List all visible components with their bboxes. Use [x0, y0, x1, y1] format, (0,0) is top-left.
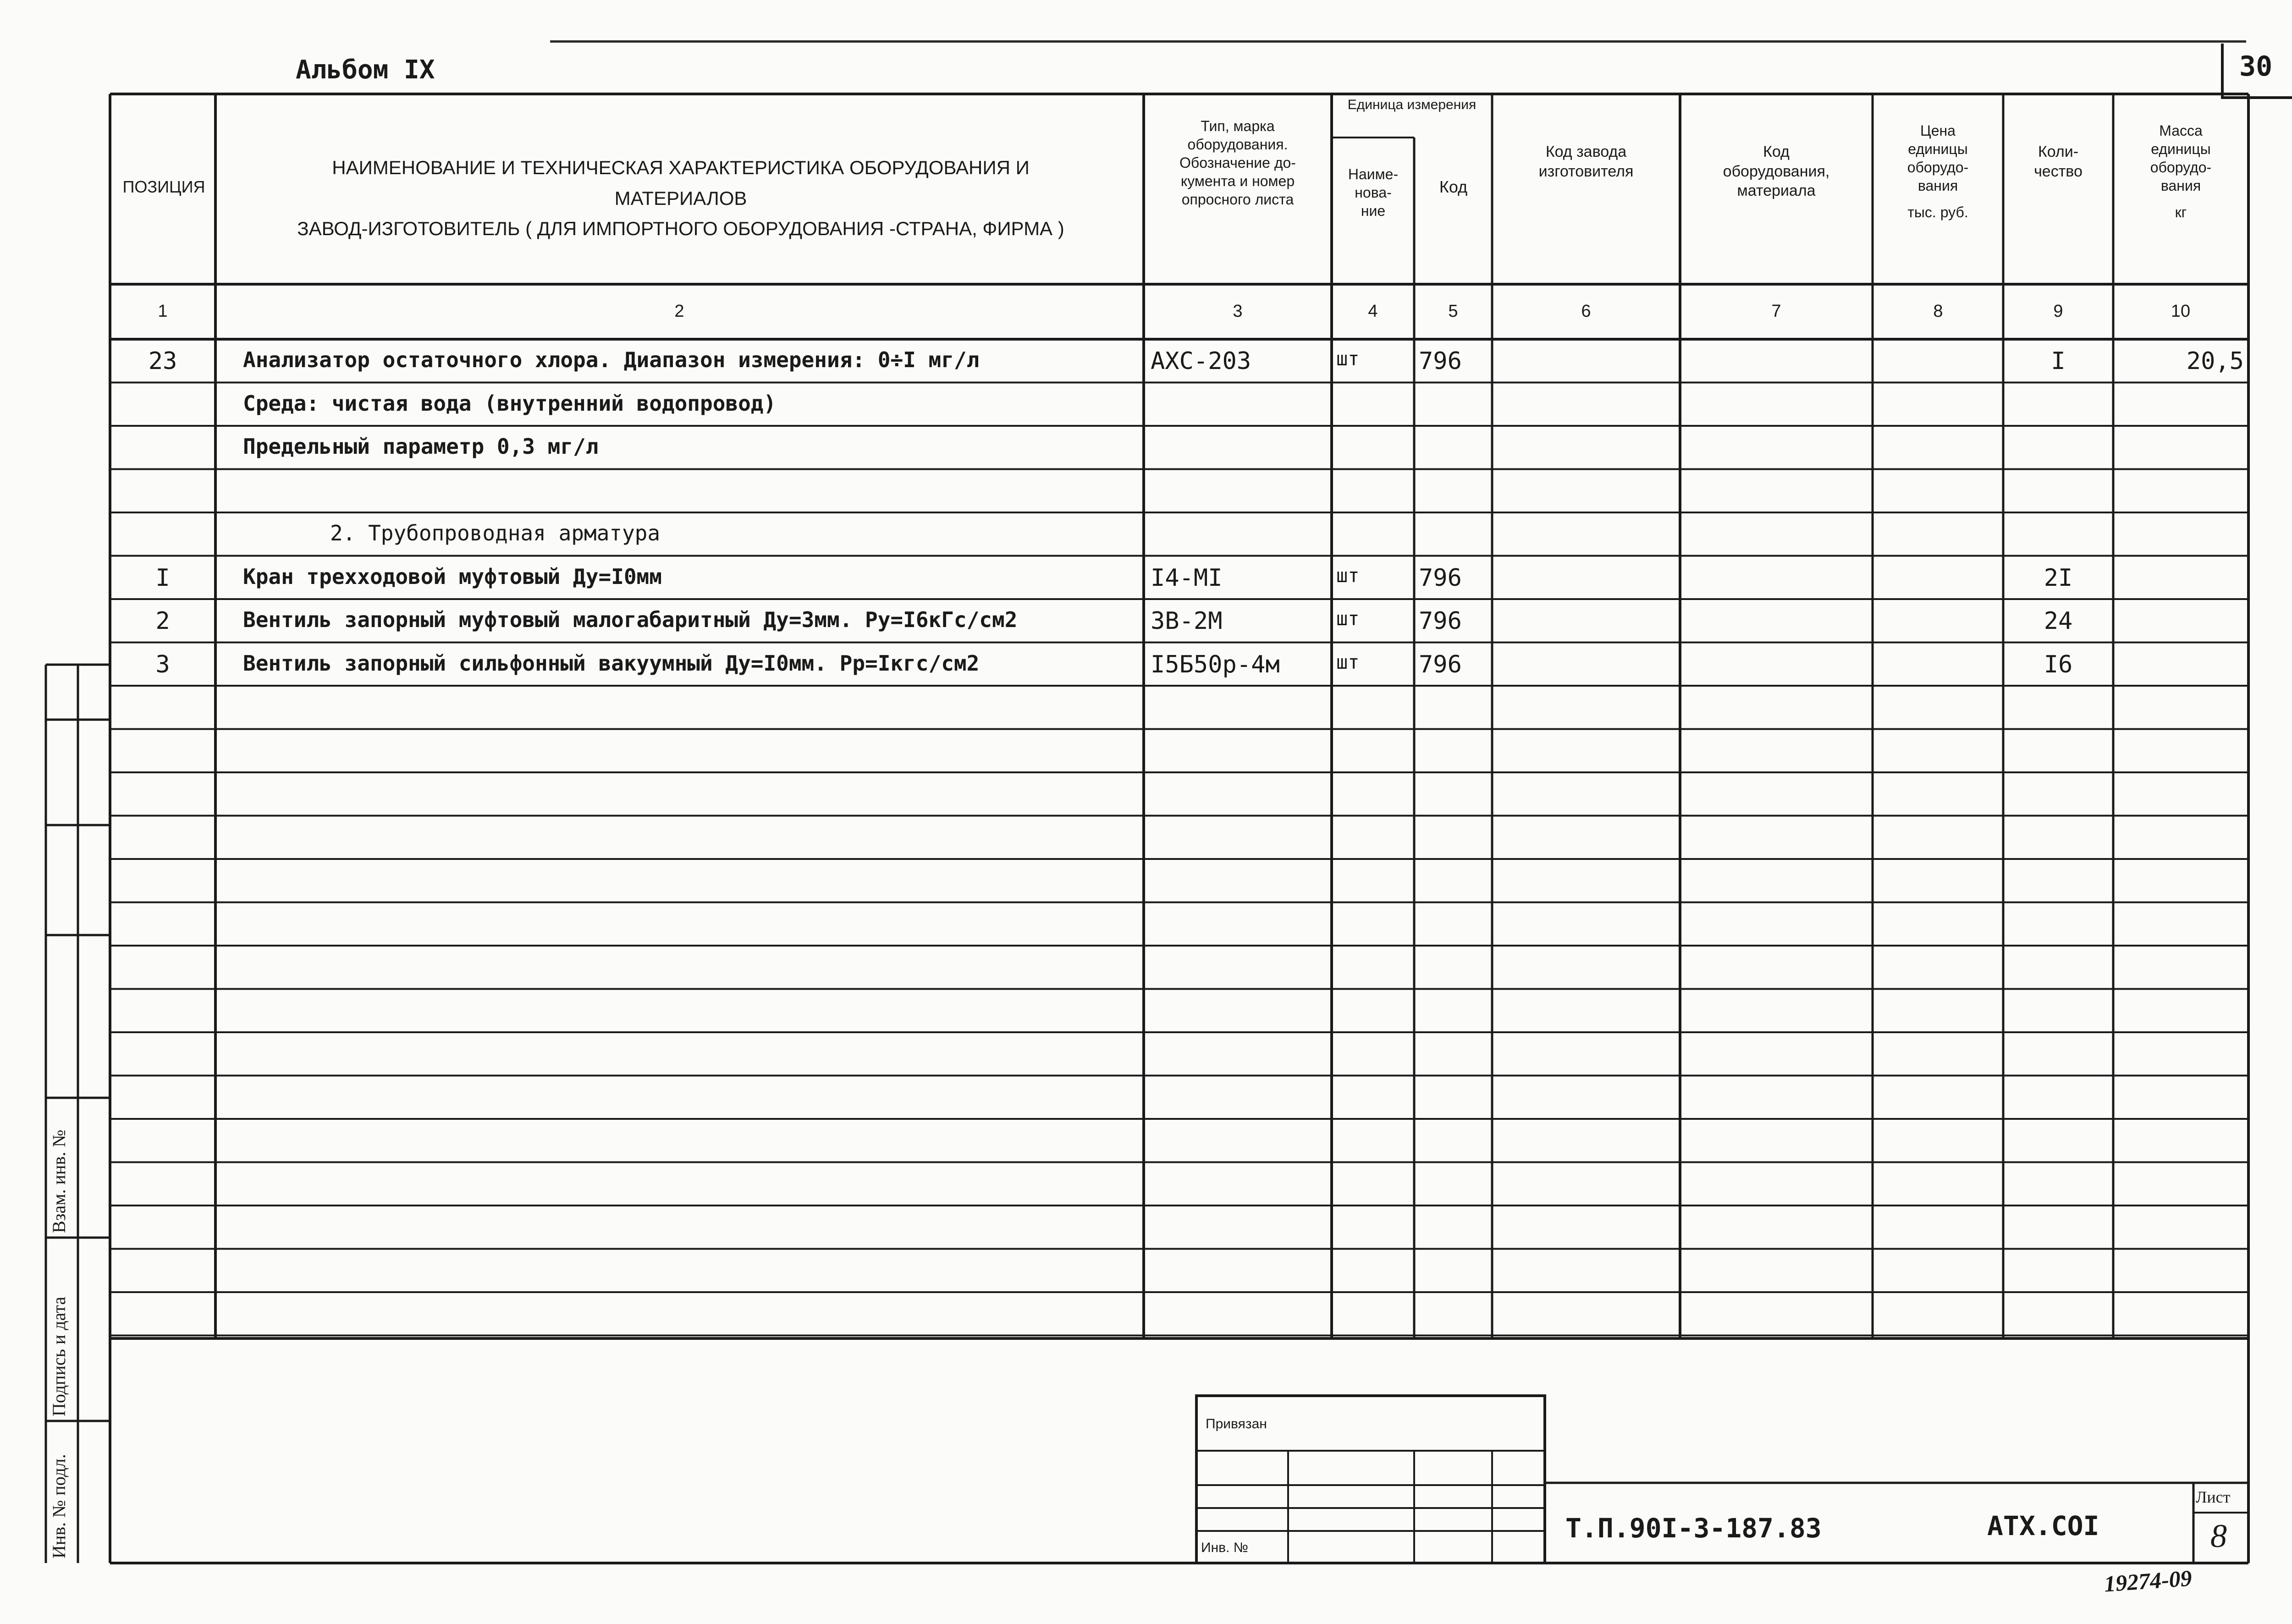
row-name: Вентиль запорный сильфонный вакуумный Ду=I0мм. Рр=Iкгс/см2 — [243, 650, 980, 676]
column-number: 5 — [1448, 302, 1458, 321]
column-number: 10 — [2171, 302, 2191, 321]
archive-number: 19274-09 — [2103, 1565, 2193, 1597]
col-header-price-l2: единицы — [1908, 141, 1968, 157]
row-mass: 20,5 — [2186, 347, 2244, 375]
column-number: 8 — [1933, 302, 1943, 321]
col-header-equipment-code-l2: оборудования, — [1723, 162, 1830, 180]
col-header-price-l4: вания — [1917, 177, 1958, 194]
col-header-price-l5: тыс. руб. — [1907, 204, 1968, 220]
row-pos: 2 — [155, 607, 170, 635]
col-header-mass-l4: вания — [2160, 177, 2201, 194]
row-name: 2. Трубопроводная арматура — [330, 521, 661, 545]
row-code: 796 — [1419, 564, 1462, 592]
row-pos: I — [155, 564, 170, 592]
col-header-name-line3: ЗАВОД-ИЗГОТОВИТЕЛЬ ( ДЛЯ ИМПОРТНОГО ОБОРУДОВАНИЯ -СТРАНА, ФИРМА ) — [297, 218, 1064, 239]
col-header-type-l1: Тип, марка — [1201, 118, 1275, 134]
column-number: 4 — [1368, 302, 1378, 321]
col-header-unit-name-l1: Наиме- — [1348, 166, 1399, 182]
col-header-unit-name-l3: ние — [1361, 203, 1386, 219]
column-number: 1 — [158, 302, 168, 321]
side-stamp-inv-podl: Инв. № подл. — [49, 1454, 69, 1558]
column-number: 2 — [674, 302, 684, 321]
document-code: Т.П.90I-3-187.83 — [1565, 1513, 1822, 1544]
row-code: 796 — [1419, 347, 1462, 375]
col-header-position: ПОЗИЦИЯ — [122, 177, 205, 196]
document-mark: АТХ.СОI — [1987, 1510, 2099, 1541]
col-header-name-line2: МАТЕРИАЛОВ — [614, 187, 747, 209]
col-header-equipment-code-l1: Код — [1763, 143, 1790, 160]
col-header-price-l3: оборудо- — [1907, 159, 1969, 176]
col-header-mass-l2: единицы — [2151, 141, 2211, 157]
col-header-unit-group: Единица измерения — [1347, 97, 1477, 112]
row-code: 796 — [1419, 607, 1462, 635]
col-header-factory-code-l1: Код завода — [1545, 143, 1627, 160]
row-qty: I — [2051, 347, 2066, 375]
row-name: Вентиль запорный муфтовый малогабаритный Ду=3мм. Ру=I6кГс/см2 — [243, 607, 1018, 632]
side-stamp-vzam: Взам. инв. № — [49, 1129, 69, 1233]
col-header-type-l2: оборудования. — [1187, 136, 1288, 153]
col-header-name-line1: НАИМЕНОВАНИЕ И ТЕХНИЧЕСКАЯ ХАРАКТЕРИСТИКА ОБОРУДОВАНИЯ И — [332, 157, 1030, 178]
col-header-unit-name-l2: нова- — [1355, 184, 1392, 201]
col-header-type-l5: опросного листа — [1181, 191, 1294, 208]
column-number: 9 — [2053, 302, 2063, 321]
row-qty: 24 — [2044, 607, 2073, 635]
col-header-price-l1: Цена — [1920, 122, 1956, 139]
page-number: 30 — [2239, 50, 2273, 83]
col-header-type-l4: кумента и номер — [1180, 173, 1295, 189]
row-unit: шт — [1336, 347, 1360, 370]
row-unit: шт — [1336, 564, 1360, 587]
col-header-mass-l3: оборудо- — [2150, 159, 2212, 176]
col-header-equipment-code-l3: материала — [1737, 182, 1816, 199]
side-stamp-podpis: Подпись и дата — [49, 1296, 69, 1416]
album-label: Альбом IX — [296, 55, 435, 85]
row-type: АХС-203 — [1151, 347, 1251, 375]
row-name: Кран трехходовой муфтовый Ду=I0мм — [243, 564, 662, 589]
row-unit: шт — [1336, 650, 1360, 673]
col-header-code: Код — [1439, 177, 1468, 196]
column-number: 3 — [1233, 302, 1243, 321]
row-pos: 3 — [155, 650, 170, 678]
row-qty: I6 — [2044, 650, 2073, 678]
col-header-factory-code-l2: изготовителя — [1538, 162, 1634, 180]
inv-number-label: Инв. № — [1201, 1540, 1248, 1555]
privyazan-label: Привязан — [1206, 1416, 1267, 1431]
row-pos: 23 — [148, 347, 177, 375]
row-unit: шт — [1336, 607, 1360, 630]
row-type: I4-МI — [1151, 564, 1223, 592]
row-type: I5Б50р-4м — [1151, 650, 1280, 678]
row-type: 3В-2М — [1151, 607, 1223, 635]
sheet-label: Лист — [2196, 1488, 2231, 1506]
col-header-quantity-l1: Коли- — [2038, 143, 2079, 160]
row-code: 796 — [1419, 650, 1462, 678]
row-name: Предельный параметр 0,3 мг/л — [243, 434, 599, 459]
column-number: 6 — [1581, 302, 1591, 321]
col-header-mass-l5: кг — [2175, 204, 2187, 220]
sheet-number: 8 — [2210, 1518, 2227, 1554]
row-qty: 2I — [2044, 564, 2073, 592]
column-number: 7 — [1771, 302, 1781, 321]
row-name: Среда: чистая вода (внутренний водопровод) — [243, 391, 777, 416]
col-header-type-l3: Обозначение до- — [1179, 154, 1296, 171]
col-header-quantity-l2: чество — [2034, 162, 2083, 180]
row-name: Анализатор остаточного хлора. Диапазон измерения: 0÷I мг/л — [243, 347, 980, 372]
col-header-mass-l1: Масса — [2159, 122, 2203, 139]
